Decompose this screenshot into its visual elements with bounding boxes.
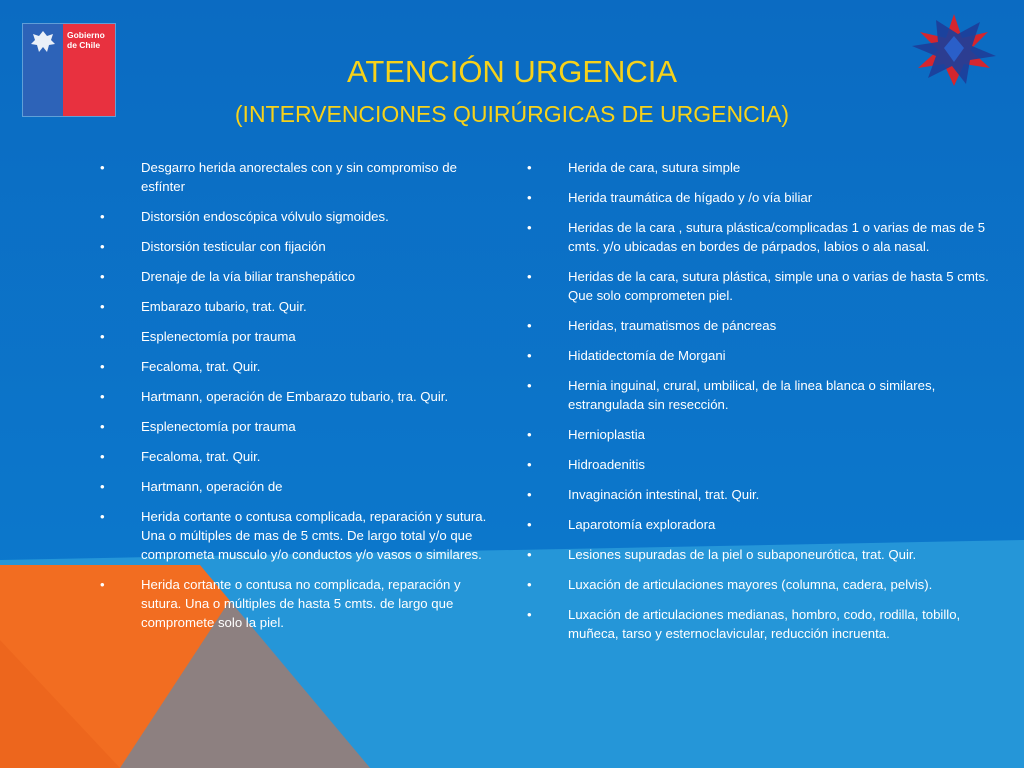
list-item — [527, 575, 1007, 594]
list-item — [100, 507, 500, 564]
list-item-text: Herida cortante o contusa no complicada, reparación y sutura. Una o múltiples de hasta 5 cmts. de largo que compromete solo la piel. — [141, 577, 461, 630]
list-item-text: Hartmann, operación de — [141, 479, 283, 494]
bullet-icon: • — [527, 547, 532, 562]
list-item — [100, 575, 500, 632]
list-item — [527, 346, 1007, 365]
list-item-text: Desgarro herida anorectales con y sin compromiso de esfínter — [141, 160, 457, 194]
list-item — [527, 485, 1007, 504]
list-item — [100, 357, 500, 376]
list-item — [527, 545, 1007, 564]
list-item — [527, 158, 1007, 177]
bullet-icon: • — [527, 220, 532, 235]
list-item-text: Laparotomía exploradora — [568, 517, 716, 532]
bullet-icon: • — [527, 269, 532, 284]
list-item — [527, 188, 1007, 207]
logo-text-line2: de Chile — [67, 40, 101, 50]
list-item-text: Invaginación intestinal, trat. Quir. — [568, 487, 760, 502]
list-item-text: Distorsión endoscópica vólvulo sigmoides. — [141, 209, 389, 224]
list-item-text: Hernioplastia — [568, 427, 645, 442]
list-item — [100, 207, 500, 226]
bullet-icon: • — [100, 479, 105, 494]
bullet-icon: • — [100, 209, 105, 224]
list-item — [527, 376, 1007, 414]
bullet-icon: • — [100, 419, 105, 434]
list-item-text: Esplenectomía por trauma — [141, 329, 296, 344]
list-item-text: Embarazo tubario, trat. Quir. — [141, 299, 307, 314]
bullet-icon: • — [100, 299, 105, 314]
list-item-text: Hartmann, operación de Embarazo tubario, tra. Quir. — [141, 389, 449, 404]
list-item-text: Heridas de la cara, sutura plástica, simple una o varias de hasta 5 cmts. Que solo comprometen piel. — [568, 269, 989, 303]
list-item-text: Herida traumática de hígado y /o vía biliar — [568, 190, 813, 205]
bullet-icon: • — [527, 487, 532, 502]
list-item-text: Herida de cara, sutura simple — [568, 160, 741, 175]
bullet-icon: • — [527, 348, 532, 363]
list-item-text: Fecaloma, trat. Quir. — [141, 359, 261, 374]
list-item — [527, 425, 1007, 444]
list-item — [100, 237, 500, 256]
bullet-icon: • — [100, 449, 105, 464]
bullet-icon: • — [100, 160, 105, 175]
bullet-icon: • — [100, 509, 105, 524]
list-item-text: Lesiones supuradas de la piel o subaponeurótica, trat. Quir. — [568, 547, 917, 562]
list-item — [100, 387, 500, 406]
list-item — [527, 267, 1007, 305]
list-item-text: Drenaje de la vía biliar transhepático — [141, 269, 356, 284]
bullet-icon: • — [100, 329, 105, 344]
list-item-text: Herida cortante o contusa complicada, reparación y sutura. Una o múltiples de mas de 5 cmts. De largo total y/o que comprometa musculo y/o conductos y/o vasos o similares. — [141, 509, 487, 562]
list-item-text: Heridas de la cara , sutura plástica/complicadas 1 o varias de mas de 5 cmts. y/o ubicadas en bordes de párpados, labios o ala nasal. — [568, 220, 986, 254]
bullet-icon: • — [527, 190, 532, 205]
list-item — [100, 327, 500, 346]
list-item-text: Luxación de articulaciones mayores (columna, cadera, pelvis). — [568, 577, 933, 592]
bullet-icon: • — [100, 239, 105, 254]
list-item — [527, 455, 1007, 474]
list-item — [100, 297, 500, 316]
list-item-text: Fecaloma, trat. Quir. — [141, 449, 261, 464]
bullet-icon: • — [100, 577, 105, 592]
page-title: ATENCIÓN URGENCIA — [346, 54, 678, 89]
list-item — [100, 477, 500, 496]
list-item — [100, 447, 500, 466]
list-item-text: Esplenectomía por trauma — [141, 419, 296, 434]
page-subtitle: (INTERVENCIONES QUIRÚRGICAS DE URGENCIA) — [234, 101, 790, 127]
bullet-icon: • — [527, 378, 532, 393]
bullet-icon: • — [100, 389, 105, 404]
list-item — [527, 515, 1007, 534]
list-item — [100, 417, 500, 436]
logo-text-line1: Gobierno — [67, 30, 105, 40]
bullet-icon: • — [100, 269, 105, 284]
list-item — [100, 158, 500, 196]
list-item — [527, 316, 1007, 335]
list-item-text: Distorsión testicular con fijación — [141, 239, 326, 254]
list-item-text: Hidroadenitis — [568, 457, 645, 472]
list-item-text: Luxación de articulaciones medianas, hombro, codo, rodilla, tobillo, muñeca, tarso y esternoclavicular, reducción incruenta. — [568, 607, 961, 641]
bullet-icon: • — [527, 160, 532, 175]
right-procedure-list — [527, 158, 1007, 654]
list-item-text: Hidatidectomía de Morgani — [568, 348, 726, 363]
list-item — [527, 605, 1007, 643]
coat-of-arms-icon — [27, 28, 59, 56]
bullet-icon: • — [527, 427, 532, 442]
left-procedure-list — [100, 158, 500, 643]
list-item-text: Hernia inguinal, crural, umbilical, de la linea blanca o similares, estrangulada sin resección. — [568, 378, 936, 412]
bullet-icon: • — [527, 457, 532, 472]
list-item — [527, 218, 1007, 256]
list-item — [100, 267, 500, 286]
bullet-icon: • — [527, 517, 532, 532]
bullet-icon: • — [527, 318, 532, 333]
bullet-icon: • — [527, 577, 532, 592]
list-item-text: Heridas, traumatismos de páncreas — [568, 318, 777, 333]
bullet-icon: • — [527, 607, 532, 622]
bullet-icon: • — [100, 359, 105, 374]
